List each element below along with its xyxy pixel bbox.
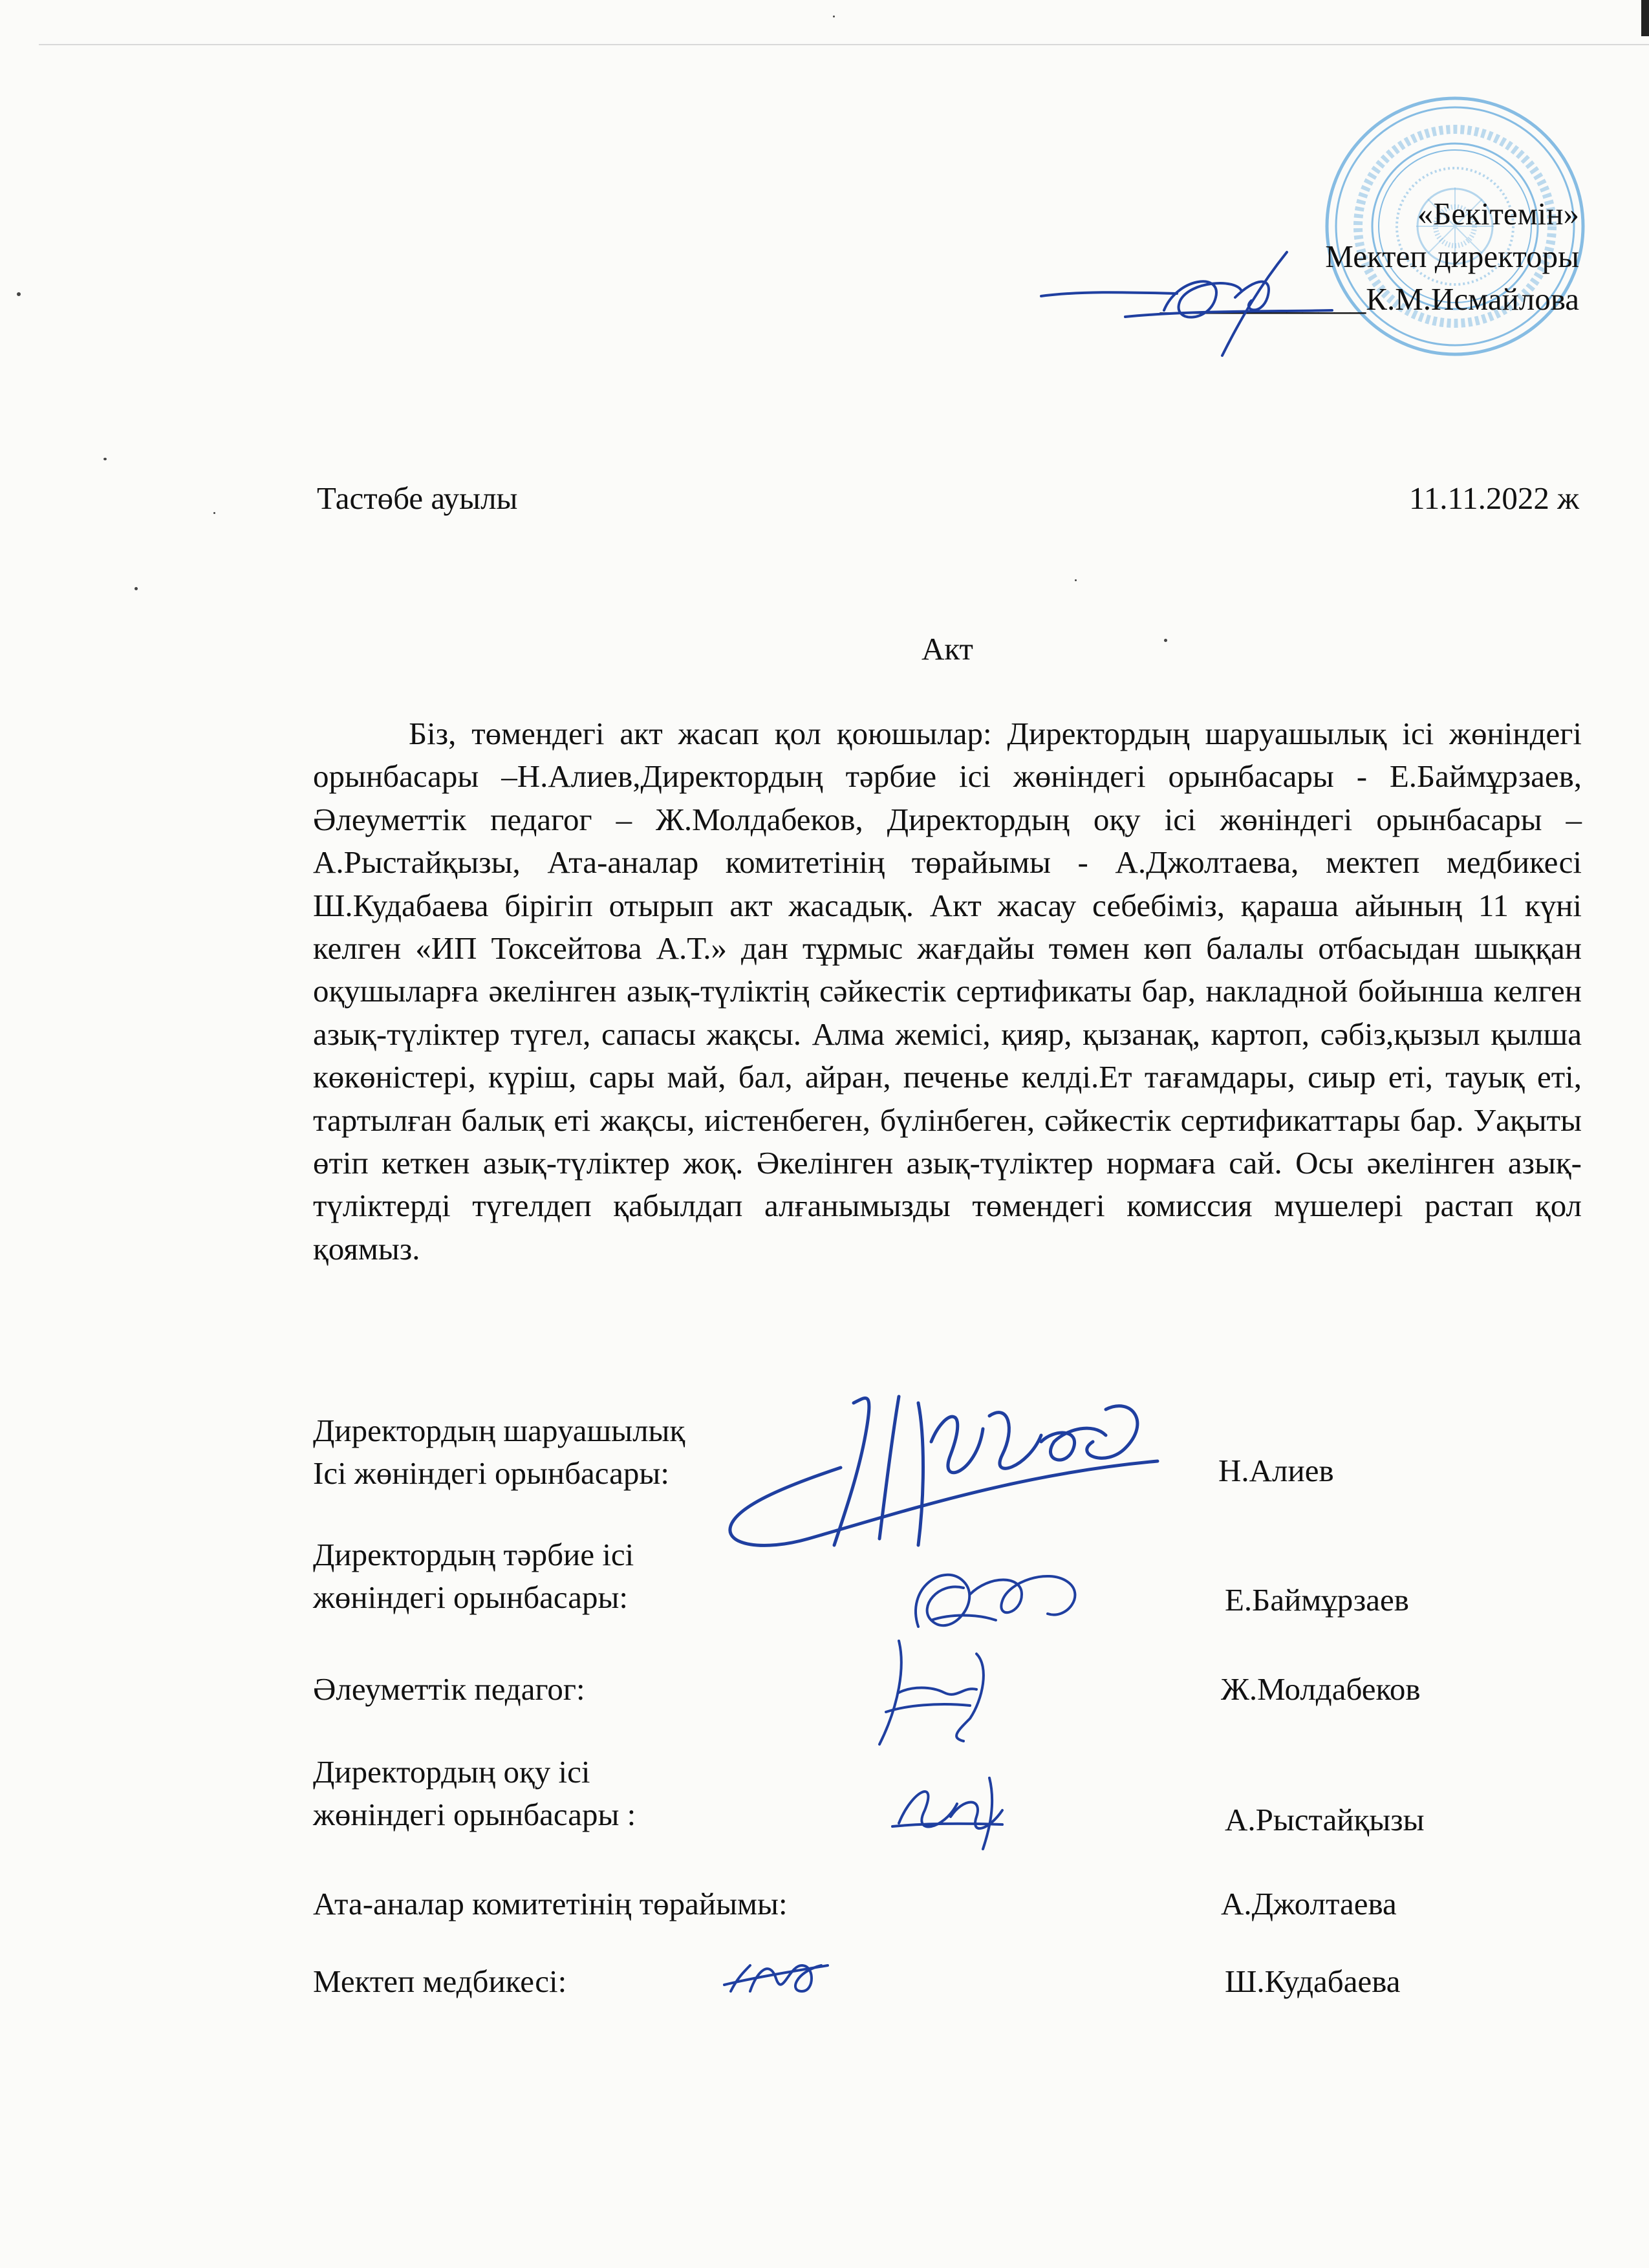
role-line: Әлеуметтік педагог:: [313, 1671, 585, 1707]
signatory-row: [313, 1960, 1606, 2006]
signatory-role: [313, 1883, 960, 1925]
top-edge-line: [39, 44, 1649, 45]
moldabekov-signature: [860, 1628, 1028, 1751]
signatory-name: Ш.Кудабаева: [1225, 1963, 1401, 1999]
approval-position: Мектеп директоры: [1325, 239, 1579, 274]
role-line: Директордың тәрбие ісі: [313, 1537, 634, 1572]
rystaikyzy-signature: [886, 1765, 1015, 1856]
signatory-role: [313, 1960, 960, 2003]
document-title: Акт: [921, 631, 973, 667]
corner-mark: [1641, 0, 1649, 36]
speck: [103, 458, 107, 460]
director-signature: [1028, 239, 1339, 362]
director-name: К.М.Исмайлова: [1366, 281, 1579, 317]
speck: [213, 512, 215, 514]
speck: [135, 587, 138, 590]
role-line: Мектеп медбикесі:: [313, 1963, 567, 1999]
signatory-name: А.Рыстайқызы: [1225, 1802, 1425, 1837]
speck: [17, 292, 21, 296]
speck: [1075, 579, 1077, 581]
signatory-name: А.Джолтаева: [1221, 1886, 1397, 1921]
role-line: Ата-аналар комитетінің төрайымы:: [313, 1886, 788, 1921]
signatory-name: Н.Алиев: [1218, 1453, 1334, 1488]
kudabaeva-signature: [718, 1946, 834, 2004]
signature-line: _____________: [1159, 281, 1366, 317]
signatory-name: Ж.Молдабеков: [1221, 1671, 1421, 1707]
role-line: жөніндегі орынбасары :: [313, 1797, 636, 1832]
approval-heading: «Бекітемін»: [1417, 196, 1579, 231]
role-line: Директордың шаруашылық: [313, 1413, 685, 1448]
role-line: жөніндегі орынбасары:: [313, 1579, 629, 1615]
signatory-role: [313, 1751, 960, 1836]
act-body-text: Біз, төмендегі акт жасап қол қоюшылар: Директордың шаруашылық ісі жөніндегі орынбасары –Н.Алиев,Директордың тәрбие ісі жөніндегі орынбасары - Е.Баймұрзаев, Әлеуметтік педагог – Ж.Молдабеков, Директордың оқу ісі жөніндегі орынбасары – А.Рыстайқызы, Ата-аналар комитетінің төрайымы - А.Джолтаева, мектеп медбикесі Ш.Кудабаева бірігіп отырып акт жасадық. Акт жасау себебіміз, қараша айының 11 күні келген «ИП Токсейтова А.Т.» дан тұрмыс жағдайы төмен көп балалы отбасыдан шыққан оқушыларға әкелінген азық-түліктің сәйкестік сертификаты бар, накладной бойынша келген азық-түліктер түгел, сапасы жақсы. Алма жемісі, қияр, қызанақ, картоп, сәбіз,қызыл қылша көкөністері, күріш, сары май, бал, айран, печенье келді.Ет тағамдары, сиыр еті, тауық еті, тартылған балық еті жақсы, иістенбеген, бүлінбеген, сәйкестік сертификаттары бар. Уақыты өтіп кеткен азық-түліктер жоқ. Әкелінген азық-түліктер нормаға сай. Осы әкелінген азық-түліктерді түгелдеп қабылдап алғанымызды төмендегі комиссия мүшелері растап қол қоямыз.: [313, 716, 1582, 1267]
signatory-row: [313, 1883, 1606, 1928]
speck: [833, 16, 835, 17]
place-text: Тастөбе ауылы: [317, 480, 518, 516]
aliev-signature: [705, 1377, 1170, 1565]
date-text: 11.11.2022 ж: [1409, 480, 1579, 516]
signatory-name: Е.Баймұрзаев: [1225, 1582, 1409, 1618]
role-line: Ісі жөніндегі орынбасары:: [313, 1455, 669, 1491]
role-line: Директордың оқу ісі: [313, 1754, 590, 1790]
